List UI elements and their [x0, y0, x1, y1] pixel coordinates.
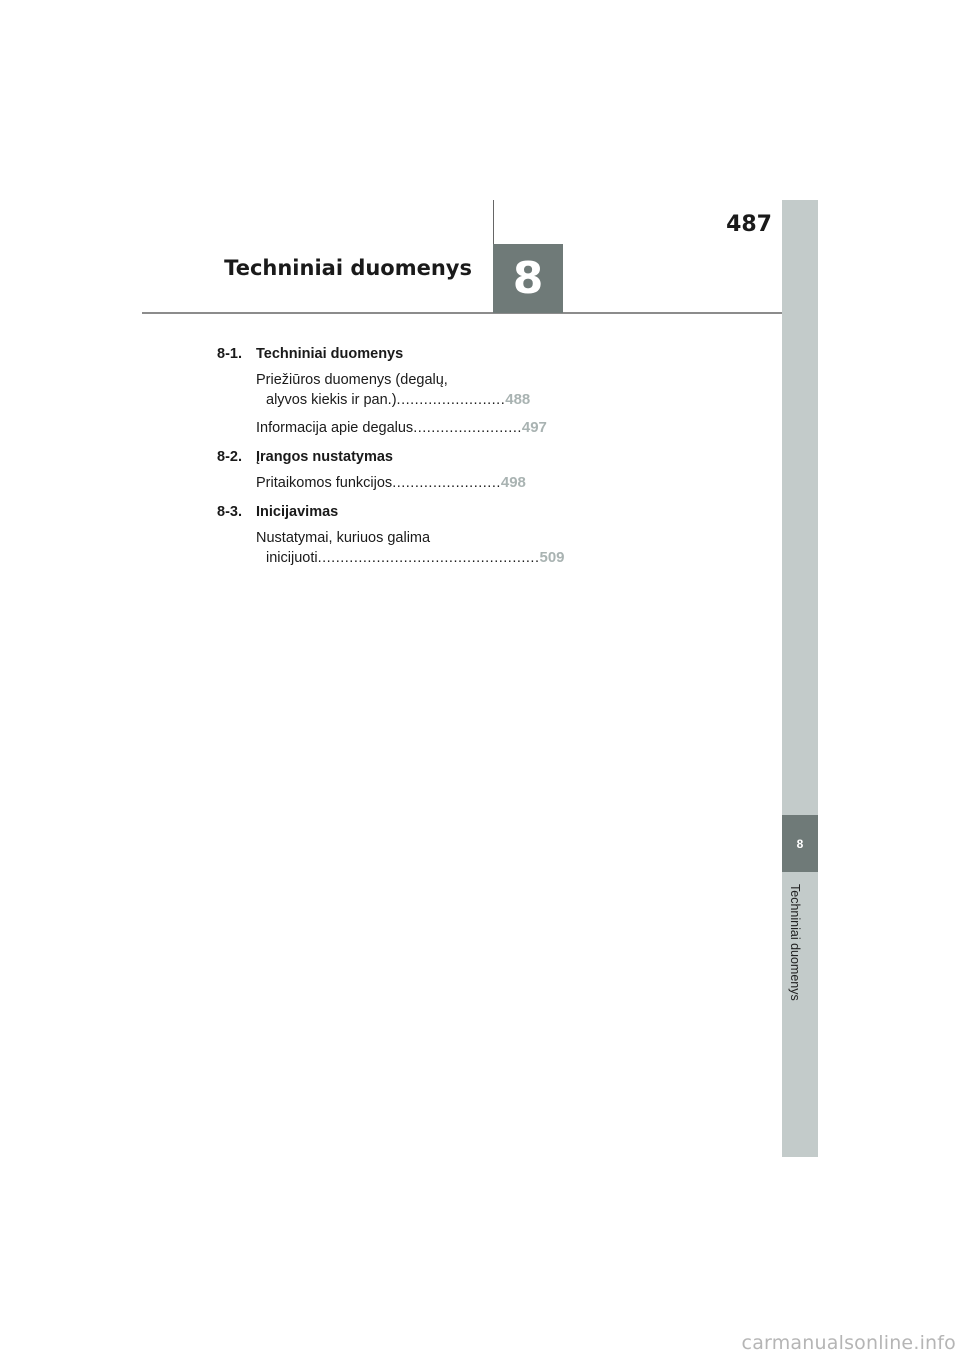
side-chapter-tab[interactable]: 8	[782, 815, 818, 872]
entry-text: Priežiūros duomenys (degalų,	[256, 372, 448, 388]
entry-text: Nustatymai, kuriuos galima	[256, 530, 431, 546]
toc-entry-fuel-information[interactable]	[256, 418, 547, 438]
page-link[interactable]: 509	[539, 549, 565, 566]
page-number: 487	[726, 212, 772, 237]
toc-entry-customizable-features[interactable]	[256, 473, 526, 493]
entry-text-continued: inicijuoti	[266, 550, 318, 566]
section-title: Techniniai duomenys	[256, 346, 404, 362]
dot-leader: ........................	[392, 475, 501, 491]
header-vertical-rule	[493, 200, 494, 244]
toc-entry-maintenance-data[interactable]	[256, 370, 531, 410]
dot-leader: ........................	[396, 392, 506, 408]
page-link[interactable]: 497	[521, 419, 547, 436]
toc-section-8-2[interactable]	[217, 446, 469, 468]
dot-leader: ........................	[413, 420, 522, 436]
watermark-text: carmanualsonline.info	[741, 1332, 956, 1354]
entry-text: Informacija apie degalus	[256, 420, 414, 436]
entry-text-continued: alyvos kiekis ir pan.)	[266, 392, 397, 408]
chapter-title: Techniniai duomenys	[224, 256, 472, 280]
side-chapter-label: Techniniai duomenys	[788, 884, 802, 1001]
chapter-number-box: 8	[493, 244, 563, 313]
toc-entry-initializable-settings[interactable]	[256, 528, 565, 568]
toc-section-8-3[interactable]	[217, 501, 469, 523]
side-thumb-strip	[782, 200, 818, 1157]
section-number: 8-1.	[217, 346, 242, 362]
dot-leader: .................................................	[317, 550, 540, 566]
section-title: Inicijavimas	[256, 504, 339, 520]
section-number: 8-3.	[217, 504, 242, 520]
section-number: 8-2.	[217, 449, 242, 465]
table-of-contents	[217, 343, 565, 576]
page-link[interactable]: 488	[505, 391, 531, 408]
section-title: Įrangos nustatymas	[256, 449, 393, 465]
toc-section-8-1[interactable]	[217, 343, 469, 365]
header-rule	[142, 312, 782, 314]
entry-text: Pritaikomos funkcijos	[256, 475, 393, 491]
page-link[interactable]: 498	[500, 474, 526, 491]
